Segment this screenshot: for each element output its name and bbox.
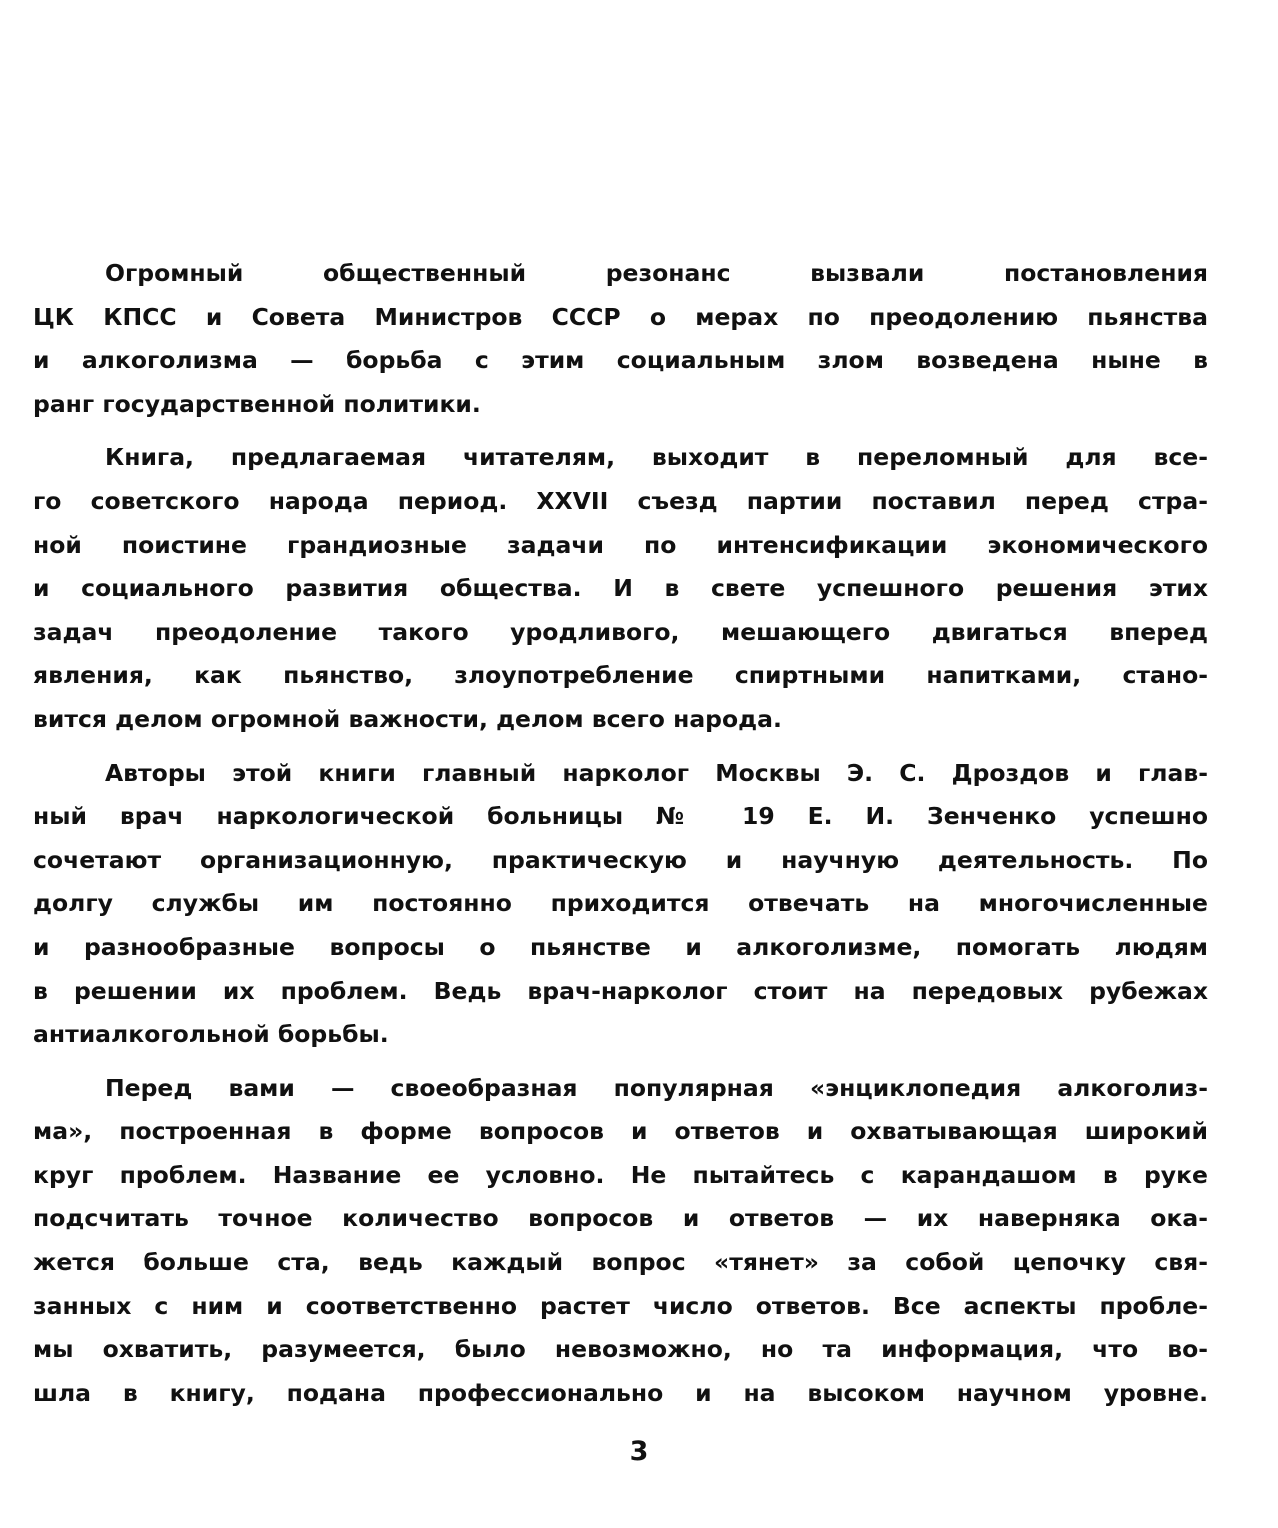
paragraph-4 — [33, 1067, 1208, 1416]
text-line: Огромный общественный резонанс вызвали постановления — [105, 259, 1208, 287]
text-line: ма», построенная в форме вопросов и ответов и охватывающая широкий — [33, 1117, 1208, 1146]
text-line: явления, как пьянство, злоупотребление спиртными напитками, стано- — [33, 661, 1208, 690]
text-line: в решении их проблем. Ведь врач-нарколог стоит на передовых рубежах — [33, 976, 1208, 1005]
text-line: жется больше ста, ведь каждый вопрос «тянет» за собой цепочку свя- — [33, 1248, 1208, 1277]
text-line: подсчитать точное количество вопросов и ответов — их наверняка ока- — [33, 1204, 1208, 1233]
text-line: го советского народа период. XXVII съезд партии поставил перед стра- — [33, 486, 1208, 515]
text-line: долгу службы им постоянно приходится отвечать на многочисленные — [33, 889, 1208, 918]
text-line: ранг государственной политики. — [33, 389, 481, 418]
paragraph-gap — [33, 1057, 1208, 1067]
text-line: и алкоголизма — борьба с этим социальным злом возведена ныне в — [33, 346, 1208, 375]
text-line: Перед вами — своеобразная популярная «энциклопедия алкоголиз- — [105, 1073, 1208, 1102]
text-line: антиалкогольной борьбы. — [33, 1020, 389, 1049]
paragraph-2 — [33, 436, 1208, 741]
page-number: 3 — [629, 1436, 649, 1467]
text-line: Авторы этой книги главный нарколог Москвы Э. С. Дроздов и глав- — [105, 758, 1208, 787]
paragraph-gap — [33, 742, 1208, 752]
text-line: ный врач наркологической больницы № 19 Е. И. Зенченко успешно — [33, 802, 1208, 831]
text-line: занных с ним и соответственно растет число ответов. Все аспекты пробле- — [33, 1291, 1208, 1320]
text-line: Книга, предлагаемая читателям, выходит в переломный для все- — [105, 443, 1208, 472]
text-line: шла в книгу, подана профессионально и на высоком научном уровне. — [33, 1378, 1208, 1407]
text-line: мы охватить, разумеется, было невозможно, но та информация, что во- — [33, 1335, 1208, 1364]
text-line: ЦК КПСС и Совета Министров СССР о мерах по преодолению пьянства — [33, 302, 1208, 331]
paragraph-1 — [33, 252, 1208, 426]
text-line: и разнообразные вопросы о пьянстве и алкоголизме, помогать людям — [33, 932, 1208, 961]
text-line: задач преодоление такого уродливого, мешающего двигаться вперед — [33, 617, 1208, 646]
text-line: вится делом огромной важности, делом всего народа. — [33, 704, 782, 733]
text-line: и социального развития общества. И в свете успешного решения этих — [33, 574, 1208, 603]
body-text — [33, 252, 1208, 1415]
text-line: сочетают организационную, практическую и научную деятельность. По — [33, 845, 1208, 874]
text-line: ной поистине грандиозные задачи по интенсификации экономического — [33, 530, 1208, 559]
text-line: круг проблем. Название ее условно. Не пытайтесь с карандашом в руке — [33, 1160, 1208, 1189]
paragraph-gap — [33, 426, 1208, 436]
paragraph-3 — [33, 752, 1208, 1057]
